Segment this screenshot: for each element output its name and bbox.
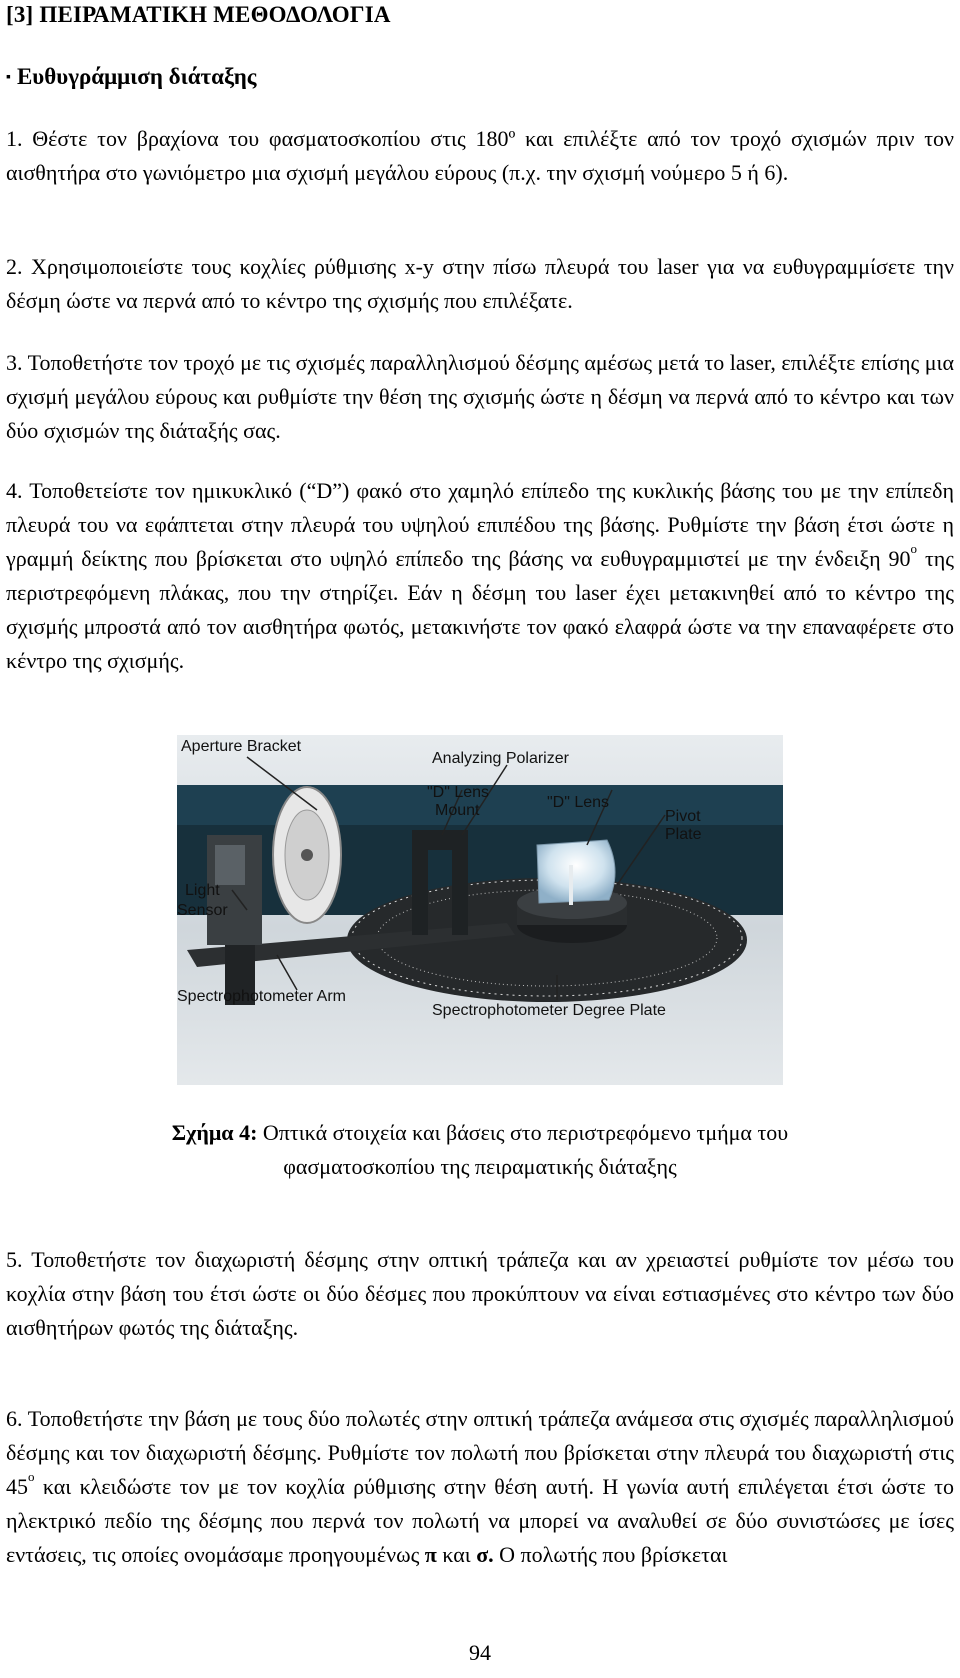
label-d-lens-mount-line1: "D" Lens xyxy=(427,784,490,801)
conjunction-text: και xyxy=(436,1542,477,1567)
page-number: 94 xyxy=(469,1640,491,1665)
label-aperture-bracket: Aperture Bracket xyxy=(181,738,302,755)
subsection-title: Ευθυγράμμιση διάταξης xyxy=(16,64,257,89)
label-light-sensor-line2: Sensor xyxy=(177,902,228,919)
label-pivot-line1: Pivot xyxy=(665,808,701,825)
step-4-paragraph xyxy=(6,474,954,678)
apparatus-illustration xyxy=(177,735,783,1085)
apparatus-figure xyxy=(177,735,783,1085)
label-d-lens: "D" Lens xyxy=(547,794,610,811)
step-1-paragraph: 1. Θέστε τον βραχίονα του φασματοσκοπίου στις 180º και επιλέξτε από τον τροχό σχισμών πριν τον αισθητήρα στο γωνιόμετρο μια σχισμή μεγάλου εύρους (π.χ. την σχισμή νούμερο 5 ή 6). xyxy=(6,126,954,185)
step-5-paragraph: 5. Τοποθετήστε τον διαχωριστή δέσμης στην οπτική τράπεζα και αν χρειαστεί ρυθμίστε τον μέσω του κοχλία στην βάση του έτσι ώστε οι δύο δέσμες που προκύπτουν να είναι εστιασμένες στο κέντρο των δύο αισθητήρων φωτός της διάταξης. xyxy=(6,1247,954,1340)
step-4-text-b: της περιστρεφόμενη πλάκας, που την στηρίζει. Εάν η δέσμη του laser έχει μετακινηθεί από το κέντρο της σχισμής μπροστά από τον αισθητήρα φωτός, μετακινήστε τον φακό ελαφρά ώστε να την επαναφέρετε στο κέντρο της σχισμής. xyxy=(6,546,955,673)
bullet-icon: ▪ xyxy=(6,70,11,85)
figure-caption xyxy=(6,1116,954,1184)
step-6-text-c: Ο πολωτής που βρίσκεται xyxy=(493,1542,728,1567)
caption-label: Σχήμα 4: xyxy=(171,1120,258,1145)
caption-line-1: Οπτικά στοιχεία και βάσεις στο περιστρεφόμενο τμήμα του xyxy=(257,1120,789,1145)
subsection-heading xyxy=(6,64,256,90)
step-3-paragraph: 3. Τοποθετήστε τον τροχό με τις σχισμές παραλληλισμού δέσμης αμέσως μετά το laser, επιλέξτε επίσης μια σχισμή μεγάλου εύρους και ρυθμίστε την θέση της σχισμής ώστε η δέσμη να περνά από το κέντρο και των δύο σχισμών της διάταξής σας. xyxy=(6,350,954,443)
label-d-lens-mount-line2: Mount xyxy=(435,802,480,819)
step-4-text-a: 4. Τοποθετείστε τον ημικυκλικό (“D”) φακό στο χαμηλό επίπεδο της κυκλικής βάσης του με την επίπεδη πλευρά του να εφάπτεται στην πλευρά του υψηλού επιπέδου της βάσης. Ρυθμίστε την βάση έτσι ώστε η γραμμή δείκτης που βρίσκεται στο υψηλό επίπεδο της βάσης να ευθυγραμμιστεί με την ένδειξη 90 xyxy=(6,478,954,571)
label-degree-plate: Spectrophotometer Degree Plate xyxy=(432,1002,666,1019)
label-light-sensor-line1: Light xyxy=(185,882,220,899)
step-6-paragraph xyxy=(6,1402,954,1572)
section-heading: [3] ΠΕΙΡΑΜΑΤΙΚΗ ΜΕΘΟΔΟΛΟΓΙΑ xyxy=(6,2,391,27)
label-analyzing-polarizer: Analyzing Polarizer xyxy=(432,750,569,767)
step-2-paragraph: 2. Χρησιμοποιείστε τους κοχλίες ρύθμισης x-y στην πίσω πλευρά του laser για να ευθυγραμμίσετε την δέσμη ώστε να περνά από το κέντρο της σχισμής που επιλέξατε. xyxy=(6,254,954,313)
pi-symbol: π xyxy=(424,1542,437,1567)
label-pivot-line2: Plate xyxy=(665,826,702,843)
caption-line-2: φασματοσκοπίου της πειραματικής διάταξης xyxy=(283,1154,677,1179)
step-6-text-a: 6. Τοποθετήστε την βάση με τους δύο πολωτές στην οπτική τράπεζα ανάμεσα στις σχισμές παραλληλισμού δέσμης και τον διαχωριστή δέσμης. Ρυθμίστε τον πολωτή που βρίσκεται στην πλευρά του διαχωριστή στις 45 xyxy=(6,1406,954,1499)
step-6-text-b: και κλειδώστε τον με τον κοχλία ρύθμισης στην θέση αυτή. Η γωνία αυτή επιλέγεται έτσι ώστε το ηλεκτρικό πεδίο της δέσμης που περνά τον πολωτή να μπορεί να αναλυθεί σε δύο συνιστώσες με ίσες εντάσεις, τις οποίες ονομάσαμε προηγουμένως xyxy=(6,1474,954,1567)
label-spectrophotometer-arm: Spectrophotometer Arm xyxy=(177,988,346,1005)
sigma-symbol: σ. xyxy=(476,1542,494,1567)
degree-superscript: ο xyxy=(28,1469,35,1484)
degree-superscript: ο xyxy=(910,541,918,556)
